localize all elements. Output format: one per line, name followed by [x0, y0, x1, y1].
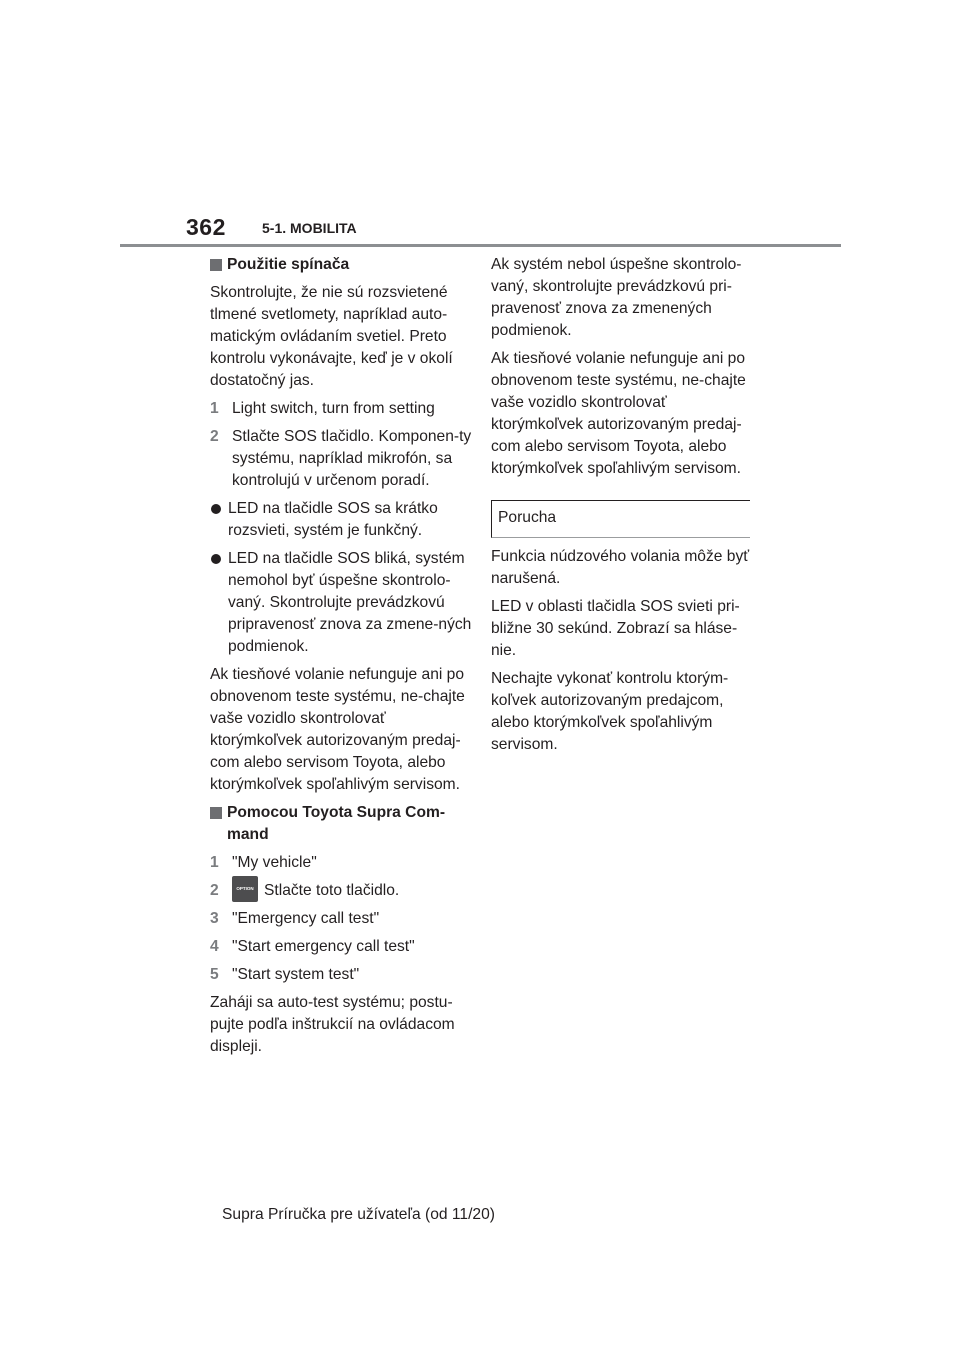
heading-supra-command [210, 802, 472, 846]
footer-text: Supra Príručka pre užívateľa (od 11/20) [222, 1206, 495, 1223]
step-text: Stlačte SOS tlačidlo. Komponen-ty systému, napríklad mikrofón, sa kontrolujú v určenom poradí. [232, 428, 472, 489]
step-number: 1 [210, 400, 219, 417]
left-column [210, 254, 472, 1064]
bullet-item [210, 498, 472, 542]
step-number: 2 [210, 428, 219, 445]
step-number: 1 [210, 854, 219, 871]
step-item [210, 426, 472, 492]
paragraph: Zaháji sa auto-test systému; postu-pujte podľa inštrukcií na ovládacom displeji. [210, 994, 455, 1056]
bullet-text: LED na tlačidle SOS bliká, systém nemohol byť úspešne skontrolo-vaný. Skontrolujte prevádzkovú pripravenosť znova za zmene-ných podmienok. [228, 550, 472, 655]
square-bullet-icon [210, 807, 222, 819]
step-number: 2 [210, 882, 219, 899]
step-item [210, 880, 472, 902]
step-item [210, 852, 472, 874]
paragraph: Ak systém nebol úspešne skontrolo-vaný, skontrolujte prevádzkovú pri-pravenosť znova za zmenených podmienok. [491, 256, 742, 339]
bullet-item [210, 548, 472, 658]
section-title: 5-1. MOBILITA [262, 220, 357, 236]
step-item [210, 398, 472, 420]
paragraph: Ak tiesňové volanie nefunguje ani po obnovenom teste systému, ne-chajte vaše vozidlo skontrolovať ktorýmkoľvek autorizovaným predaj-com alebo servisom Toyota, alebo ktorýmkoľvek spoľahlivým servisom. [491, 350, 746, 477]
square-bullet-icon [210, 259, 222, 271]
bullet-dot-icon [210, 548, 228, 658]
heading-switch-usage [210, 254, 472, 276]
bullet-text: LED na tlačidle SOS sa krátko rozsvieti, systém je funkčný. [228, 500, 438, 539]
bullet-dot-icon [210, 498, 228, 542]
step-text: "Emergency call test" [232, 910, 380, 928]
step-item [210, 964, 472, 986]
heading-text: Použitie spínača [227, 256, 350, 273]
option-button-icon: OPTION [232, 876, 258, 902]
step-item [210, 936, 472, 958]
page-number: 362 [186, 214, 226, 240]
paragraph: Skontrolujte, že nie sú rozsvietené tlmené svetlomety, napríklad auto-matickým ovládaním svetiel. Preto kontrolu vykonávajte, keď je v okolí dostatočný jas. [210, 284, 453, 389]
right-column [491, 254, 753, 762]
step-text: "Start system test" [232, 966, 360, 984]
step-text: Stlačte toto tlačidlo. [264, 882, 400, 900]
paragraph: LED v oblasti tlačidla SOS svieti pri-bližne 30 sekúnd. Zobrazí sa hláse-nie. [491, 598, 740, 659]
paragraph: Nechajte vykonať kontrolu ktorým-koľvek autorizovaným predajcom, alebo ktorýmkoľvek spoľahlivým servisom. [491, 670, 729, 753]
paragraph: Funkcia núdzového volania môže byť narušená. [491, 548, 750, 587]
step-text: Light switch, turn from setting [232, 400, 435, 417]
malfunction-heading: Porucha [491, 500, 750, 538]
header-rule [120, 244, 841, 247]
step-item [210, 908, 472, 930]
step-number: 3 [210, 910, 219, 928]
paragraph: Ak tiesňové volanie nefunguje ani po obnovenom teste systému, ne-chajte vaše vozidlo skontrolovať ktorýmkoľvek autorizovaným predaj-com alebo servisom Toyota, alebo ktorýmkoľvek spoľahlivým servisom. [210, 666, 465, 793]
step-number: 4 [210, 938, 219, 956]
heading-text: Pomocou Toyota Supra Com-mand [227, 804, 446, 843]
step-text: "Start emergency call test" [232, 938, 415, 956]
step-text: "My vehicle" [232, 854, 317, 871]
step-number: 5 [210, 966, 219, 984]
